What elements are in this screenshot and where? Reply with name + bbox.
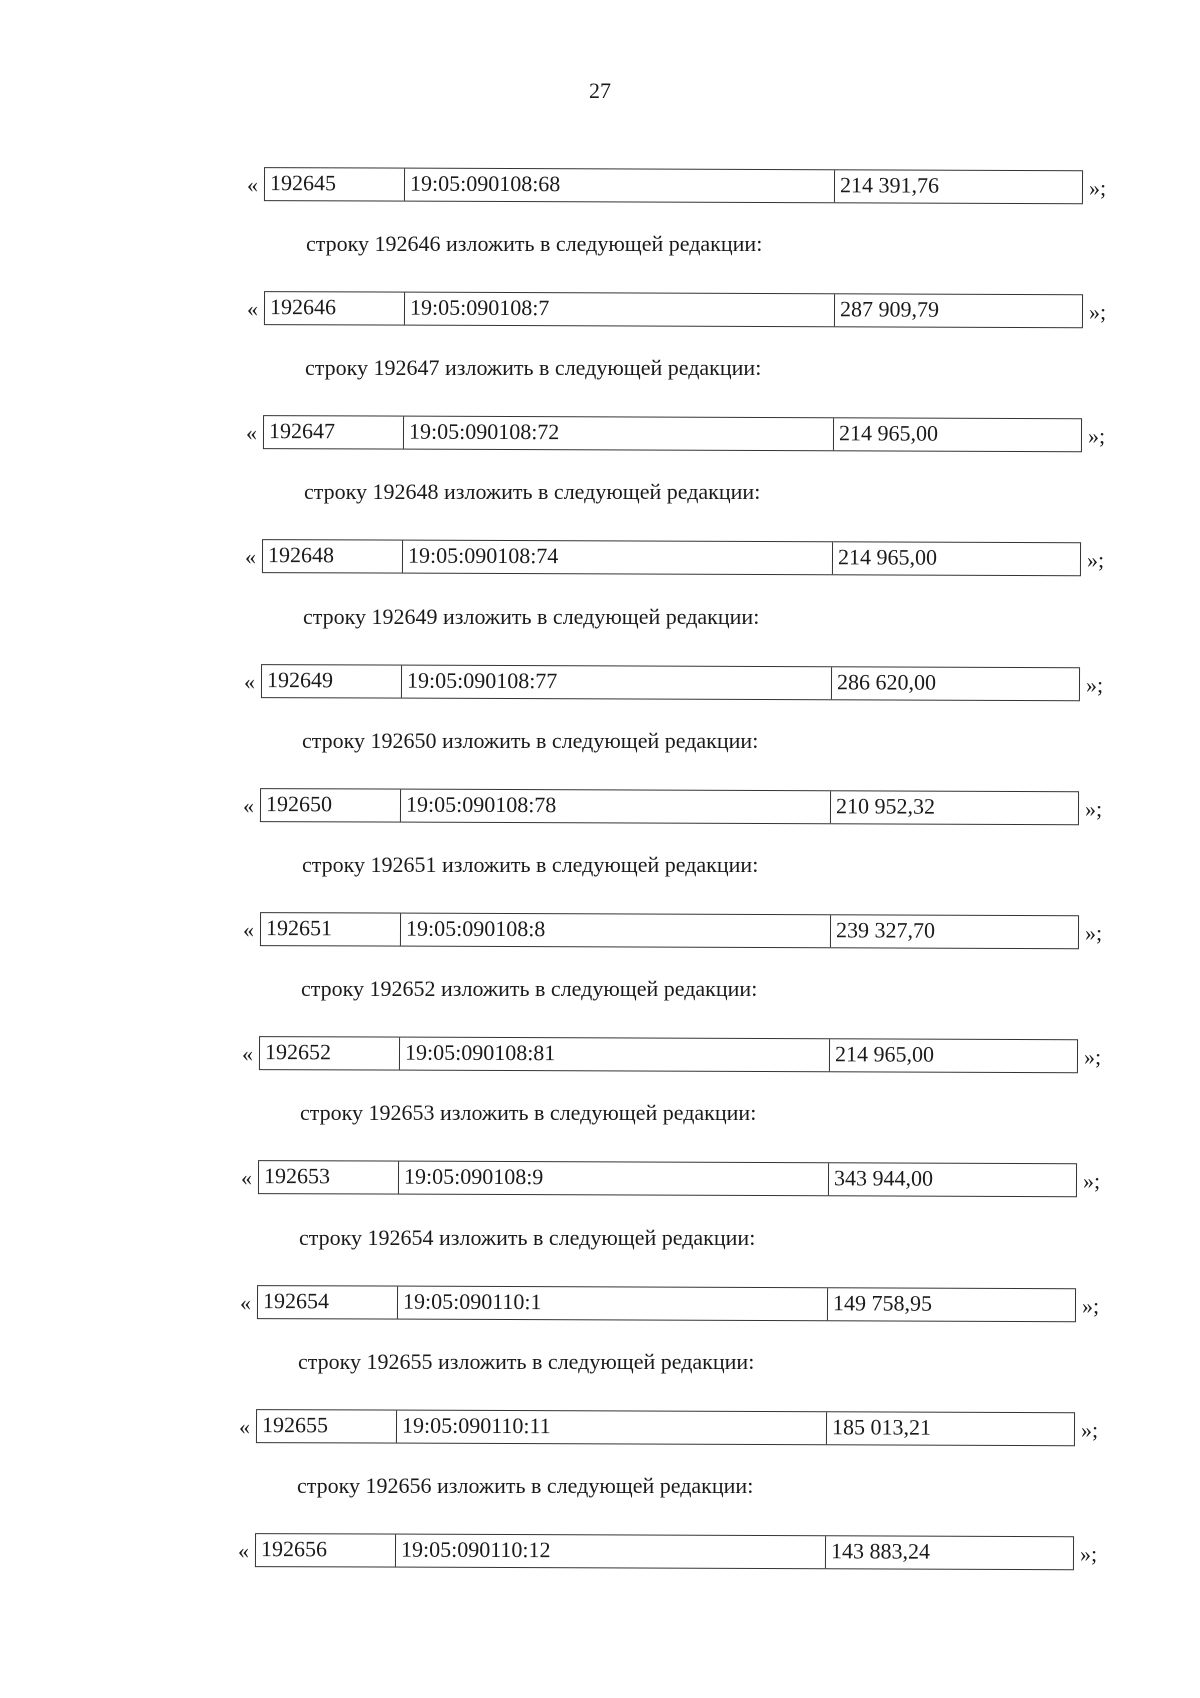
row-number-cell: 192651 [261, 913, 401, 946]
cadastral-number-cell: 19:05:090110:11 [397, 1411, 827, 1445]
row-number-cell: 192652 [260, 1037, 400, 1070]
table-box [263, 415, 1082, 452]
opening-quote: « [246, 296, 259, 322]
page-number: 27 [589, 78, 611, 103]
row-number-cell: 192649 [262, 665, 402, 698]
value-cell: 143 883,24 [830, 1538, 931, 1564]
table-box [259, 1036, 1078, 1073]
amendment-instruction: строку 192655 изложить в следующей редакции: [298, 1349, 755, 1374]
row-number-cell: 192655 [257, 1410, 397, 1443]
amendment-instruction: строку 192649 изложить в следующей редакции: [303, 604, 760, 629]
value-cell: 185 013,21 [831, 1414, 932, 1440]
value-cell: 214 965,00 [834, 1041, 935, 1067]
opening-quote: « [240, 1165, 253, 1191]
closing-quote: »; [1084, 796, 1103, 822]
amendment-instruction: строку 192646 изложить в следующей редакции: [306, 231, 763, 256]
amendment-instruction: строку 192648 изложить в следующей редакции: [304, 479, 761, 504]
row-number-cell: 192650 [261, 789, 401, 822]
table-box [255, 1533, 1074, 1570]
cadastral-number-cell: 19:05:090108:78 [401, 790, 831, 824]
table-box [260, 788, 1079, 825]
table-box [264, 167, 1083, 204]
cadastral-number-cell: 19:05:090108:68 [405, 169, 835, 203]
value-cell: 149 758,95 [832, 1290, 933, 1316]
closing-quote: »; [1086, 547, 1105, 573]
cadastral-number-cell: 19:05:090108:8 [401, 914, 831, 948]
closing-quote: »; [1088, 175, 1107, 201]
amendment-instruction: строку 192650 изложить в следующей редакции: [302, 728, 759, 753]
value-cell: 214 965,00 [838, 420, 939, 446]
amendment-instruction: строку 192651 изложить в следующей редакции: [302, 852, 759, 877]
row-number-cell: 192647 [264, 416, 404, 449]
cadastral-number-cell: 19:05:090108:72 [404, 417, 834, 451]
cadastral-number-cell: 19:05:090108:74 [403, 541, 833, 575]
row-number-cell: 192648 [263, 540, 403, 573]
opening-quote: « [238, 1414, 251, 1440]
amendment-instruction: строку 192654 изложить в следующей редакции: [299, 1225, 756, 1250]
opening-quote: « [243, 669, 256, 695]
opening-quote: « [237, 1538, 250, 1564]
closing-quote: »; [1082, 1168, 1101, 1194]
closing-quote: »; [1079, 1541, 1098, 1567]
cadastral-number-cell: 19:05:090108:9 [399, 1162, 829, 1196]
row-number-cell: 192646 [265, 292, 405, 325]
closing-quote: »; [1088, 299, 1107, 325]
opening-quote: « [241, 1041, 254, 1067]
opening-quote: « [244, 544, 257, 570]
value-cell: 239 327,70 [835, 917, 936, 943]
row-number-cell: 192654 [258, 1286, 398, 1319]
value-cell: 214 965,00 [837, 544, 938, 570]
row-number-cell: 192656 [256, 1534, 396, 1567]
value-cell: 214 391,76 [839, 172, 940, 198]
cadastral-number-cell: 19:05:090108:77 [402, 666, 832, 700]
closing-quote: »; [1081, 1293, 1100, 1319]
cadastral-number-cell: 19:05:090108:7 [405, 293, 835, 327]
amendment-instruction: строку 192653 изложить в следующей редакции: [300, 1100, 757, 1125]
amendment-instruction: строку 192652 изложить в следующей редакции: [301, 976, 758, 1001]
table-box [256, 1409, 1075, 1446]
closing-quote: »; [1080, 1417, 1099, 1443]
table-box [257, 1285, 1076, 1322]
value-cell: 286 620,00 [836, 669, 937, 695]
closing-quote: »; [1085, 672, 1104, 698]
value-cell: 210 952,32 [835, 793, 936, 819]
opening-quote: « [239, 1290, 252, 1316]
closing-quote: »; [1084, 920, 1103, 946]
closing-quote: »; [1083, 1044, 1102, 1070]
table-box [260, 912, 1079, 949]
opening-quote: « [242, 917, 255, 943]
amendment-instruction: строку 192647 изложить в следующей редакции: [305, 355, 762, 380]
cadastral-number-cell: 19:05:090110:1 [398, 1287, 828, 1321]
cadastral-number-cell: 19:05:090108:81 [400, 1038, 830, 1072]
row-number-cell: 192645 [265, 168, 405, 201]
value-cell: 343 944,00 [833, 1165, 934, 1191]
opening-quote: « [242, 793, 255, 819]
closing-quote: »; [1087, 423, 1106, 449]
amendment-instruction: строку 192656 изложить в следующей редакции: [297, 1473, 754, 1498]
value-cell: 287 909,79 [839, 296, 940, 322]
table-box [262, 539, 1081, 576]
cadastral-number-cell: 19:05:090110:12 [396, 1535, 826, 1569]
opening-quote: « [246, 172, 259, 198]
row-number-cell: 192653 [259, 1161, 399, 1194]
opening-quote: « [245, 420, 258, 446]
table-box [261, 664, 1080, 701]
table-box [264, 291, 1083, 328]
table-box [258, 1160, 1077, 1197]
